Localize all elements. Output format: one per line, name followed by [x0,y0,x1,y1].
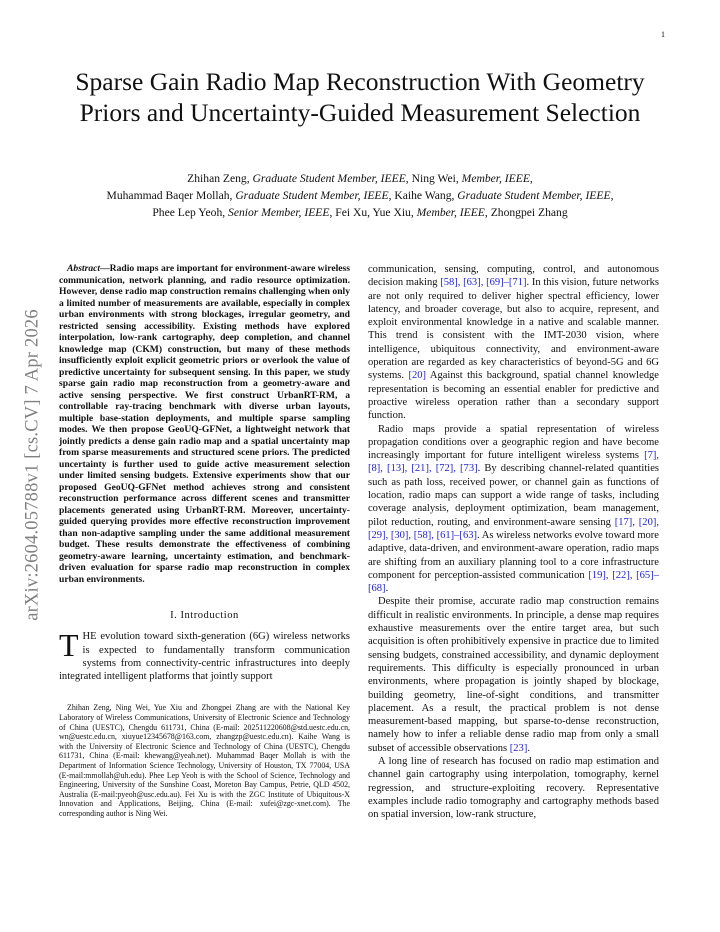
left-column [59,263,350,819]
citation-link[interactable]: [17], [20], [29], [30], [58], [61]–[63] [368,516,659,541]
text: . [527,742,530,754]
paragraph [368,263,659,423]
author-role: Member, IEEE [416,206,485,219]
author-name: , Ning Wei, [405,172,462,185]
author-name: , Zhongpei Zhang [484,206,568,219]
text: Against this background, spatial channel knowledge representation is becoming an essential enabler for predictive and proactive wireless operation rather than a secondary support function. [368,370,659,422]
author-role: Graduate Student Member, IEEE [457,189,611,202]
author-list [60,170,660,221]
text: Radio maps provide a spatial representation of wireless propagation conditions over a geographic region and have become increasingly important for future intelligent wireless systems [368,423,659,462]
drop-cap: T [59,627,79,664]
citation-link[interactable]: [58], [63], [69]–[71] [440,277,527,289]
citation-link[interactable]: [7], [8], [13], [21], [72], [73] [368,450,659,475]
abstract [59,263,350,585]
author-name: , Fei Xu, Yue Xiu, [329,206,417,219]
citation-link[interactable]: [23] [509,742,528,754]
author-role: Graduate Student Member, IEEE [235,189,389,202]
arxiv-sidebar [20,262,46,667]
author-line-3 [60,204,660,221]
intro-text: HE evolution toward sixth-generation (6G) wireless networks is expected to fundamentally transform communication systems from connectivity-centric infrastructures into deeply integrated intelligent platforms that jointly support [59,631,350,683]
author-name: Muhammad Baqer Mollah, [106,189,236,202]
paper-title: Sparse Gain Radio Map Reconstruction With Geometry Priors and Uncertainty-Guided Measurement Selection [75,67,645,127]
abstract-label: Abstract [67,263,101,274]
page-number: 1 [661,30,665,39]
text: . In this vision, future networks are not only required to deliver higher spectral efficiency, lower latency, and broader coverage, but also to acquire, represent, and exploit environmental knowledge in a native and scalable manner. This trend is consistent with the IMT-2030 vision, where intelligence, ubiquitous connectivity, and environment-aware operation are regarded as key characteristics of beyond-5G and 6G systems. [368,277,659,382]
author-role: Senior Member, IEEE [228,206,330,219]
author-name: , Kaihe Wang, [388,189,458,202]
author-footnote: Zhihan Zeng, Ning Wei, Yue Xiu and Zhongpei Zhang are with the National Key Laboratory of Wireless Communications, University of Electronic Science and Technology of China (UESTC), Chengdu 611731, China (E-mail: 202511220608@std.uestc.edu.cn, wn@uestc.edu.cn, xiuyue12345678@163.com, zhangzp@uestc.edu.cn). Kaihe Wang is with the University of Electronic Science and Technology of China (UESTC), Chengdu 611731, China (E-mail: khewang@yeah.net). Muhammad Baqer Mollah is with the Department of Information Science Technology, University of Houston, TX 77004, USA (E-mail:mmollah@uh.edu). Phee Lep Yeoh is with the School of Science, Technology and Engineering, University of the Sunshine Coast, Moreton Bay Campus, Petrie, QLD 4502, Australia (E-mail:pyeoh@usc.edu.au). Fei Xu is with the ZGC Institute of Ubiquitous-X Innovation and Applications, Beijing, China (E-mail: xufei@zgc-xnet.com). The corresponding author is Ning Wei. [59,703,350,819]
text: Despite their promise, accurate radio map construction remains difficult in realistic environments. In principle, a dense map requires exhaustive measurements over the entire target area, but such acquisition is often prohibitively expensive in practice due to limited sensing budgets, constrained accessibility, and dynamic deployment requirements. This difficulty is especially pronounced in urban environments, where propagation is jointly shaped by blockage, building geometry, line-of-sight conditions, and transmitter placement. As a result, the practical problem is not dense measurement-based mapping, but sparse-to-dense reconstruction, namely how to infer a reliable dense radio map from only a small subset of accessible observations [368,596,659,754]
paragraph: A long line of research has focused on radio map estimation and channel gain cartography using interpolation, tomography, kernel regression, and structure-exploiting recovery. Representative examples include radio tomography and cartography methods based on spatial inversion, low-rank structure, [368,755,659,821]
author-role: Graduate Student Member, IEEE [252,172,406,185]
citation-link[interactable]: [19], [22], [65]–[68] [368,569,659,595]
arxiv-id: arXiv:2604.05788v1 [cs.CV] 7 Apr 2026 [22,308,43,621]
author-separator: , [529,172,533,185]
paragraph [368,423,659,596]
intro-paragraph [59,627,350,683]
citation-link[interactable]: [20] [408,370,427,382]
text: . [385,583,389,595]
text: . As wireless networks evolve toward more adaptive, data-driven, and environment-aware operation, radio maps are shifting from an auxiliary planning tool to a core infrastructure component for perception-assisted communication [368,529,659,581]
paragraph [368,595,659,755]
author-role: Member, IEEE [461,172,530,185]
author-separator: , [610,189,614,202]
author-line-2 [60,187,660,204]
right-column [368,263,659,821]
section-heading: I. Introduction [170,610,239,621]
text: . By describing channel-related quantities such as path loss, received power, or channel gain as functions of location, radio maps can support a wide range of tasks, including coverage analysis, deployment optimization, beam management, pilot reduction, routing, and environment-aware sensing [368,463,659,528]
abstract-text: —Radio maps are important for environment-aware wireless communication, network planning, and radio resource optimization. However, dense radio map construction remains challenging when only a limited number of measurements are available, especially in complex urban environments with strong blockages, irregular geometry, and restricted sensing accessibility. Existing methods have explored interpolation, low-rank cartography, deep completion, and channel knowledge map (CKM) construction, but many of these methods insufficiently exploit explicit geometric priors or overlook the value of predictive uncertainty for subsequent sensing. In this paper, we study sparse gain radio map reconstruction from a geometry-aware and active sensing perspective. We first construct UrbanRT-RM, a controllable ray-tracing benchmark with diverse urban layouts, multiple base-station deployments, and multiple sparse sampling modes. We then propose GeoUQ-GFNet, a lightweight network that jointly predicts a dense gain radio map and a spatial uncertainty map from sparse measurements and structured scene priors. The predicted uncertainty is further used to guide active measurement selection under limited sensing budgets. Extensive experiments show that our proposed GeoUQ-GFNet method achieves strong and consistent reconstruction performance across different scenes and transmitter placements generated using UrbanRT-RM. Moreover, uncertainty-guided querying provides more effective reconstruction improvement than non-adaptive sampling under the same additional measurement budget. These results demonstrate the effectiveness of combining geometry-aware learning, uncertainty estimation, and benchmark-driven evaluation for sparse radio map reconstruction in complex urban environments. [59,263,350,585]
author-line-1 [60,170,660,187]
text: communication, sensing, computing, control, and autonomous decision making [368,264,659,289]
author-name: Phee Lep Yeoh, [152,206,229,219]
author-name: Zhihan Zeng, [187,172,253,185]
